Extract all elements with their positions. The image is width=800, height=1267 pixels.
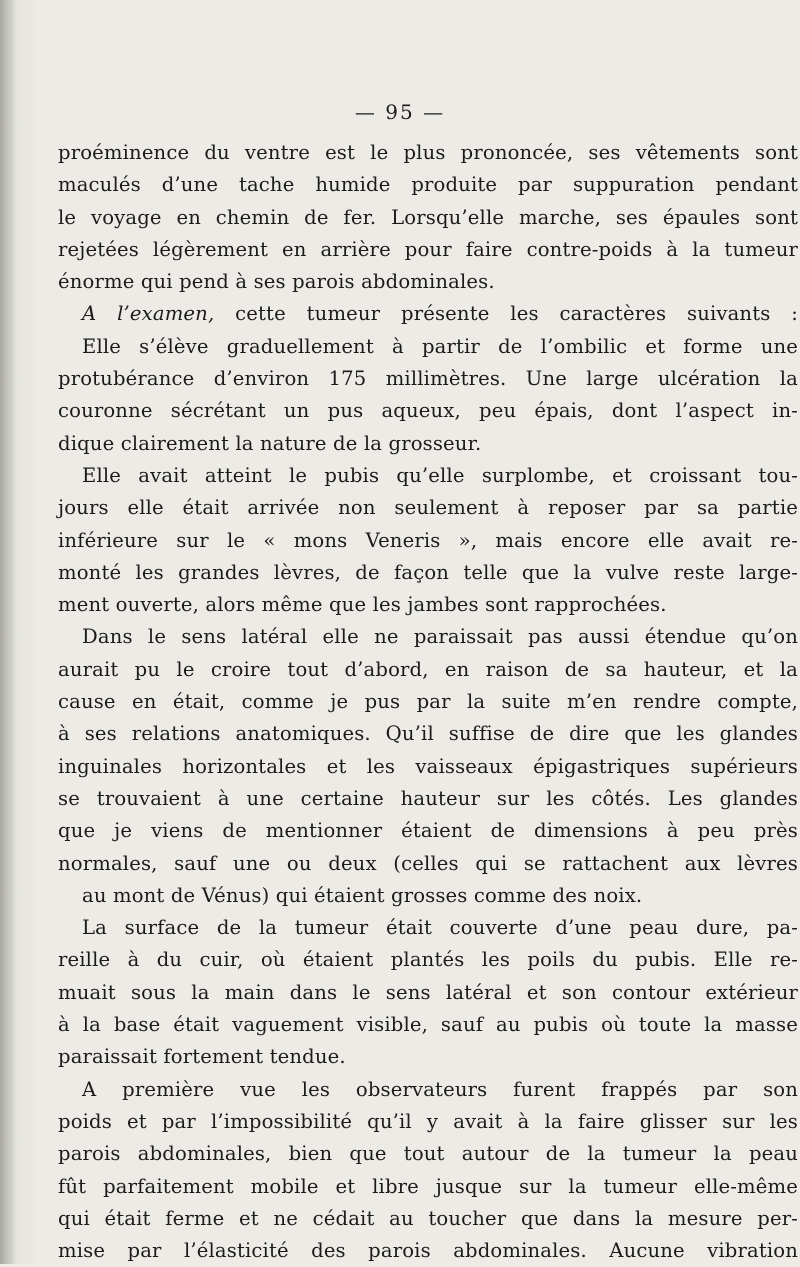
italic-phrase: A l’examen, bbox=[82, 302, 215, 326]
text-line: fût parfaitement mobile et libre jusque sur la tumeur elle-même bbox=[58, 1174, 798, 1198]
text-line: Elle s’élève graduellement à partir de l’ombilic et forme une bbox=[82, 334, 798, 358]
text-line: A première vue les observateurs furent frappés par son bbox=[82, 1077, 798, 1101]
text-line: monté les grandes lèvres, de façon telle que la vulve reste large- bbox=[58, 560, 798, 584]
text-line: ment ouverte, alors même que les jambes sont rapprochées. bbox=[58, 593, 667, 617]
text-line: aurait pu le croire tout d’abord, en raison de sa hauteur, et la bbox=[58, 657, 798, 681]
text-line-rest: cette tumeur présente les caractères suivants : bbox=[214, 302, 799, 326]
text-line: poids et par l’impossibilité qu’il y avait à la faire glisser sur les bbox=[58, 1109, 798, 1133]
text-line: à ses relations anatomiques. Qu’il suffise de dire que les glandes bbox=[58, 722, 798, 746]
text-line: muait sous la main dans le sens latéral et son contour extérieur bbox=[58, 980, 798, 1004]
body-text bbox=[58, 137, 798, 1267]
text-line: Dans le sens latéral elle ne paraissait pas aussi étendue qu’on bbox=[82, 625, 798, 649]
text-line: inguinales horizontales et les vaisseaux épigastriques supérieurs bbox=[58, 754, 798, 778]
text-line: proéminence du ventre est le plus prononcée, ses vêtements sont bbox=[58, 141, 798, 164]
text-line bbox=[58, 298, 798, 330]
text-line: énorme qui pend à ses parois abdominales. bbox=[58, 270, 495, 294]
text-line: inférieure sur le « mons Veneris », mais encore elle avait re- bbox=[58, 528, 798, 552]
text-line: rejetées légèrement en arrière pour faire contre-poids à la tumeur bbox=[58, 237, 798, 261]
text-line: maculés d’une tache humide produite par suppuration pendant bbox=[58, 173, 798, 197]
text-line: paraissait fortement tendue. bbox=[58, 1045, 346, 1069]
text-line: Elle avait atteint le pubis qu’elle surplombe, et croissant tou- bbox=[82, 463, 798, 487]
text-line: parois abdominales, bien que tout autour de la tumeur la peau bbox=[58, 1142, 798, 1166]
text-line: mise par l’élasticité des parois abdominales. Aucune vibration bbox=[58, 1239, 798, 1263]
text-line: que je viens de mentionner étaient de dimensions à peu près bbox=[58, 819, 798, 843]
text-line: La surface de la tumeur était couverte d’une peau dure, pa- bbox=[82, 916, 798, 940]
text-line: jours elle était arrivée non seulement à reposer par sa partie bbox=[58, 496, 798, 520]
text-line: se trouvaient à une certaine hauteur sur les côtés. Les glandes bbox=[58, 786, 798, 810]
book-spine-shadow bbox=[0, 0, 16, 1264]
text-line: protubérance d’environ 175 millimètres. Une large ulcération la bbox=[58, 367, 798, 391]
text-line: au mont de Vénus) qui étaient grosses comme des noix. bbox=[82, 883, 643, 907]
page-number: — 95 — bbox=[354, 100, 446, 124]
text-line: qui était ferme et ne cédait au toucher que dans la mesure per- bbox=[58, 1206, 798, 1230]
text-line: cause en était, comme je pus par la suite m’en rendre compte, bbox=[58, 690, 798, 714]
text-line: couronne sécrétant un pus aqueux, peu épais, dont l’aspect in- bbox=[58, 399, 798, 423]
text-line: normales, sauf une ou deux (celles qui se rattachent aux lèvres bbox=[58, 851, 798, 875]
text-line: dique clairement la nature de la grosseur. bbox=[58, 431, 482, 455]
text-line: reille à du cuir, où étaient plantés les poils du pubis. Elle re- bbox=[58, 948, 798, 972]
text-line: le voyage en chemin de fer. Lorsqu’elle marche, ses épaules sont bbox=[58, 205, 798, 229]
text-line: à la base était vaguement visible, sauf au pubis où toute la masse bbox=[58, 1013, 798, 1037]
